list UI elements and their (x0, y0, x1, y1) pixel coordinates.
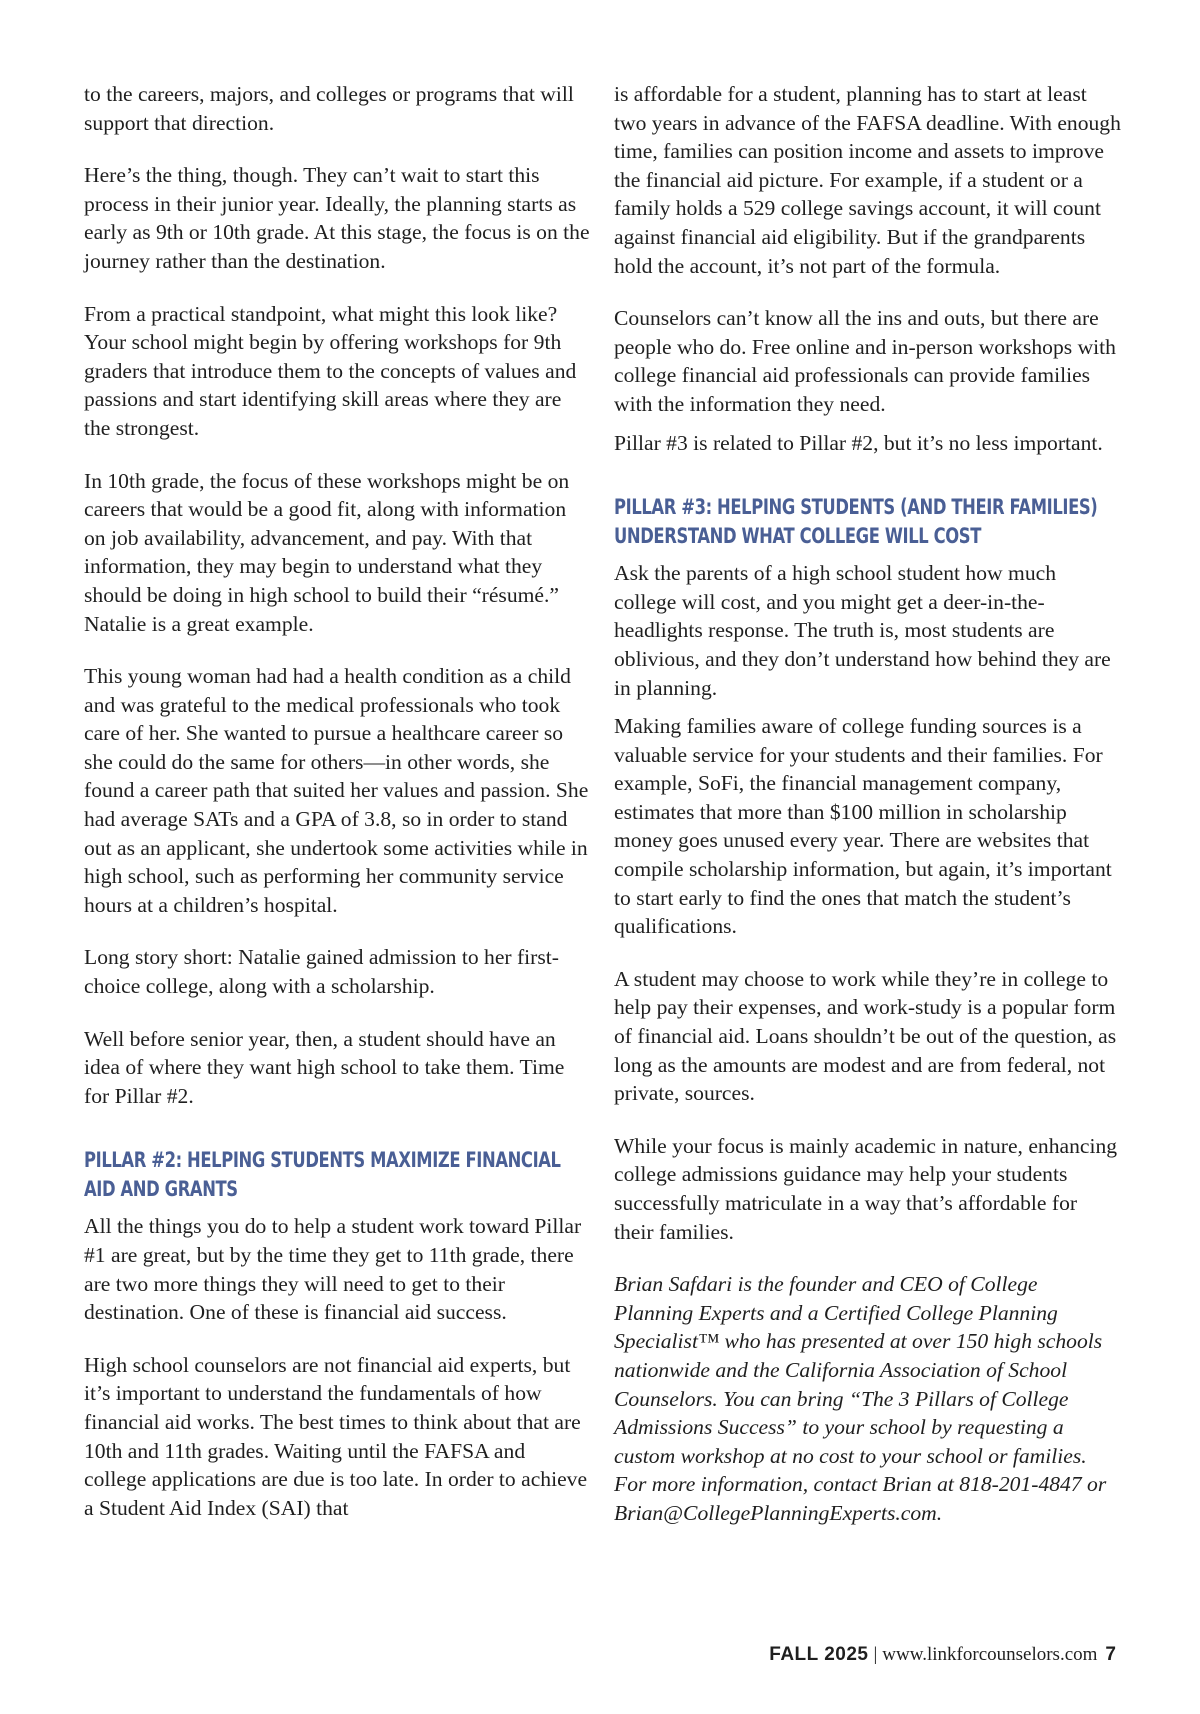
paragraph: While your focus is mainly academic in nature, enhancing college admissions guidance may help your students successfully matriculate in a way that’s affordable for their families. (614, 1133, 1118, 1244)
paragraph: A student may choose to work while they’re in college to help pay their expenses, and work-study is a popular form of financial aid. Loans shouldn’t be out of the question, as long as the amounts are modest and are from federal, not private, sources. (614, 966, 1117, 1106)
paragraph: Long story short: Natalie gained admission to her first-choice college, along with a scholarship. (84, 945, 559, 999)
paragraph: In 10th grade, the focus of these workshops might be on careers that would be a good fit, along with information on job availability, advancement, and pay. With that information, they may begin to understand what they should be doing in high school to build their “résumé.” Natalie is a great example. (84, 468, 570, 636)
section-heading-pillar-2: PILLAR #2: HELPING STUDENTS MAXIMIZE FINANCIAL AID AND GRANTS (84, 1148, 561, 1202)
issue-label: FALL 2025 (769, 1644, 869, 1665)
section-heading-pillar-3: PILLAR #3: HELPING STUDENTS (AND THEIR FAMILIES) UNDERSTAND WHAT COLLEGE WILL COST (614, 495, 1098, 549)
left-column (84, 80, 590, 1546)
page-footer (769, 1643, 1116, 1667)
footer-separator: | (873, 1644, 878, 1665)
paragraph: This young woman had had a health condition as a child and was grateful to the medical professionals who took care of her. She wanted to pursue a healthcare career so she could do the same for others—in other words, she found a career path that suited her values and passion. She had average SATs and a GPA of 3.8, so in order to stand out as an applicant, she undertook some activities while in high school, such as performing her community service hours at a children’s hospital. (84, 664, 589, 917)
page-number: 7 (1105, 1644, 1116, 1665)
paragraph: Ask the parents of a high school student how much college will cost, and you might get a deer-in-the-headlights response. The truth is, most students are oblivious, and they don’t understand how behind they are in planning. (614, 561, 1111, 700)
paragraph: to the careers, majors, and colleges or programs that will support that direction. (84, 82, 574, 135)
paragraph: Well before senior year, then, a student should have an idea of where they want high school to take them. Time for Pillar #2. (84, 1026, 565, 1108)
paragraph: Making families aware of college funding sources is a valuable service for your students and their families. For example, SoFi, the financial management company, estimates that more than $100 million in scholarship money goes unused every year. There are websites that compile scholarship information, but again, it’s important to start early to find the ones that match the student’s qualifications. (614, 714, 1112, 939)
paragraph: Counselors can’t know all the ins and outs, but there are people who do. Free online and in-person workshops with college financial aid professionals can provide families with the information they need. (614, 306, 1116, 416)
paragraph: Pillar #3 is related to Pillar #2, but it’s no less important. (614, 430, 1103, 455)
paragraph: Here’s the thing, though. They can’t wait to start this process in their junior year. Ideally, the planning starts as early as 9th or 10th grade. At this stage, the focus is on the journey rather than the destination. (84, 163, 590, 273)
paragraph: All the things you do to help a student work toward Pillar #1 are great, but by the time they get to 11th grade, there are two more things they will need to get to their destination. One of these is financial aid success. (84, 1214, 582, 1325)
paragraph: is affordable for a student, planning has to start at least two years in advance of the FAFSA deadline. With enough time, families can position income and assets to improve the financial aid picture. For example, if a student or a family holds a 529 college savings account, it will count against financial aid eligibility. But if the grandparents hold the account, it’s not part of the formula. (614, 82, 1121, 278)
paragraph: High school counselors are not financial aid experts, but it’s important to understand the fundamentals of how financial aid works. The best times to think about that are 10th and 11th grades. Waiting until the FAFSA and college applications are due is too late. In order to achieve a Student Aid Index (SAI) that (84, 1352, 588, 1520)
author-bio: Brian Safdari is the founder and CEO of College Planning Experts and a Certified College Planning Specialist™ who has presented at over 150 high schools nationwide and the California Association of School Counselors. You can bring “The 3 Pillars of College Admissions Success” to your school by requesting a custom workshop at no cost to your school or families. For more information, contact Brian at 818-201-4847 or Brian@CollegePlanningExperts.com. (614, 1272, 1107, 1525)
paragraph: From a practical standpoint, what might this look like? Your school might begin by offering workshops for 9th graders that introduce them to the concepts of values and passions and start identifying skill areas where they are the strongest. (84, 301, 577, 440)
right-column (614, 80, 1122, 1552)
website-link[interactable]: www.linkforcounselors.com (882, 1644, 1098, 1665)
